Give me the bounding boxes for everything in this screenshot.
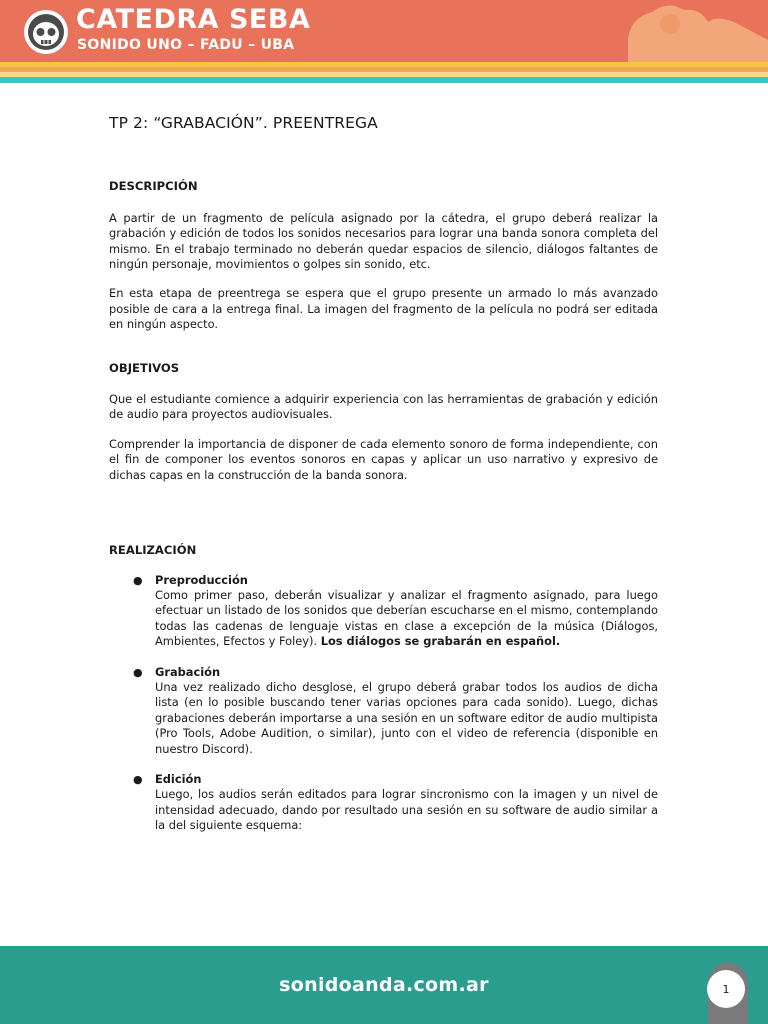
page-number: 1	[722, 983, 730, 996]
list-item-title: Preproducción	[155, 572, 248, 587]
paragraph: En esta etapa de preentrega se espera que el grupo presente un armado lo más avanzado posible de cara a la entrega final. La imagen del fragmento de la película no podrá ser editada en ningún aspecto.	[109, 286, 658, 332]
page-header	[0, 0, 768, 62]
paragraph: Comprender la importancia de disponer de cada elemento sonoro de forma independiente, con el fin de componer los eventos sonoros en capas y aplicar un uso narrativo y expresivo de dichas capas en la construcción de la banda sonora.	[109, 436, 658, 482]
realizacion-list	[109, 573, 658, 834]
bullet-icon: ●	[133, 665, 143, 679]
paragraph: A partir de un fragmento de película asignado por la cátedra, el grupo deberá realizar la grabación y edición de todos los sonidos necesarios para lograr una banda sonora completa del mismo. En el trabajo terminado no deberán quedar espacios de silencio, diálogos faltantes de ningún personaje, movimientos o golpes sin sonido, etc.	[109, 210, 658, 272]
list-item-title: Edición	[155, 771, 202, 786]
section-heading-descripcion: DESCRIPCIÓN	[109, 179, 198, 194]
paragraph: Que el estudiante comience a adquirir experiencia con las herramientas de grabación y edición de audio para proyectos audiovisuales.	[109, 392, 658, 422]
list-item-title: Grabación	[155, 664, 221, 679]
list-item	[109, 665, 658, 757]
bullet-icon: ●	[133, 772, 143, 786]
document-body	[109, 116, 658, 834]
document-title: TP 2: “GRABACIÓN”. PREENTREGA	[109, 114, 378, 132]
brand-title: CATEDRA SEBA	[76, 4, 311, 35]
list-item-text: Luego, los audios serán editados para lograr sincronismo con la imagen y un nivel de intensidad adecuado, dando por resultado una sesión en su software de audio similar a la del siguiente esquema:	[155, 787, 658, 833]
page-footer	[0, 946, 768, 1024]
list-item	[109, 573, 658, 650]
header-stripe-teal	[0, 77, 768, 83]
skull-logo-icon	[22, 8, 70, 56]
bullet-icon: ●	[133, 573, 143, 587]
brand-subtitle: SONIDO UNO – FADU – UBA	[77, 37, 295, 53]
list-item	[109, 772, 658, 834]
list-item-text: Como primer paso, deberán visualizar y analizar el fragmento asignado, para luego efectuar un listado de los sonidos que deberían escucharse en el mismo, contemplando todas las cadenas de lenguaje vistas en clase a excepción de la música (Diálogos, Ambientes, Efectos y Foley).	[155, 587, 658, 649]
footer-website-link[interactable]: sonidoanda.com.ar	[279, 974, 489, 996]
header-illustration	[568, 0, 768, 62]
list-item-bold-text: Los diálogos se grabarán en español.	[320, 634, 561, 649]
section-heading-objetivos: OBJETIVOS	[109, 360, 180, 375]
list-item-text: Una vez realizado dicho desglose, el grupo deberá grabar todos los audios de dicha lista (en lo posible buscando tener varias opciones para cada sonido). Luego, dichas grabaciones deberán importarse a una sesión en un software editor de audio multipista (Pro Tools, Adobe Audition, o similar), junto con el video de referencia (disponible en nuestro Discord).	[155, 679, 658, 756]
section-heading-realizacion: REALIZACIÓN	[109, 543, 197, 558]
